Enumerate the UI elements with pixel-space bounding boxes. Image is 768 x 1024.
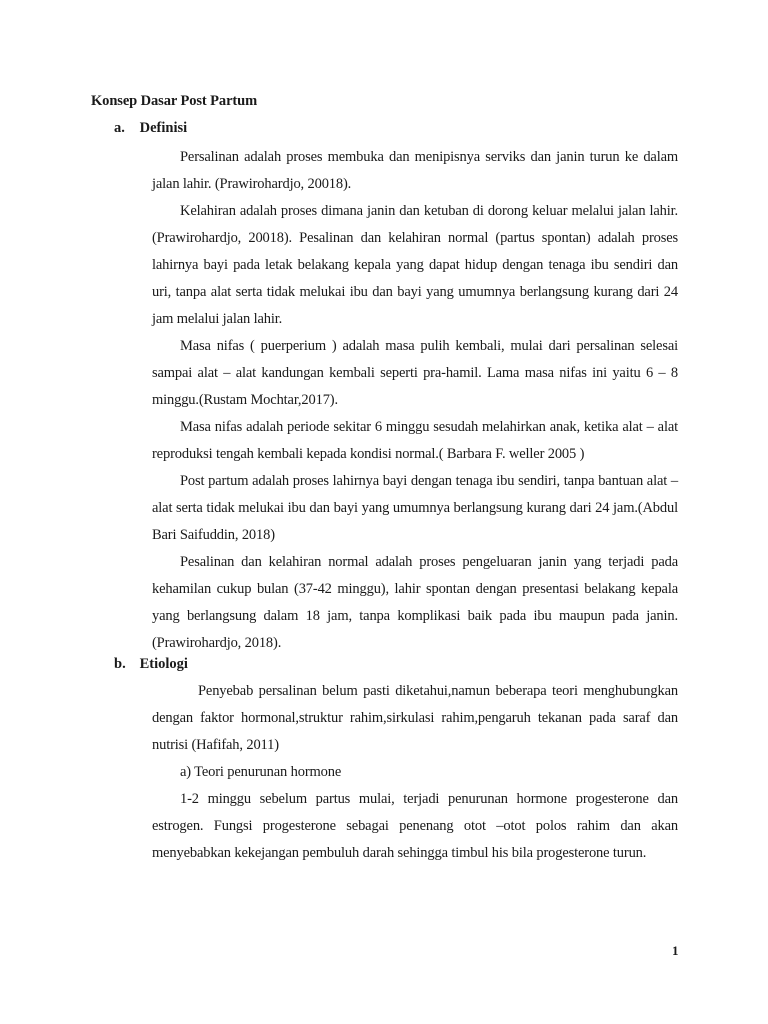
section-b-title: Etiologi [139,656,188,672]
section-b-body [152,678,678,867]
paragraph-persalinan: Persalinan adalah proses membuka dan menipisnya serviks dan janin turun ke dalam jalan lahir. (Prawirohardjo, 20018). [152,149,678,192]
section-a-title: Definisi [139,120,188,136]
section-a-heading [114,120,187,137]
paragraph-etiologi-intro: Penyebab persalinan belum pasti diketahui,namun beberapa teori menghubungkan dengan faktor hormonal,struktur rahim,sirkulasi rahim,pengaruh tekanan pada saraf dan nutrisi (Hafifah, 2011) [152,683,678,753]
paragraph-post-partum: Post partum adalah proses lahirnya bayi dengan tenaga ibu sendiri, tanpa bantuan alat – alat serta tidak melukai ibu dan bayi yang umumnya berlangsung kurang dari 24 jam.(Abdul Bari Saifuddin, 2018) [152,473,678,543]
paragraph-masa-nifas-2: Masa nifas adalah periode sekitar 6 minggu sesudah melahirkan anak, ketika alat – alat reproduksi tengah kembali kepada kondisi normal.( Barbara F. weller 2005 ) [152,419,678,462]
section-a-label: a. [114,120,125,136]
paragraph-kelahiran: Kelahiran adalah proses dimana janin dan ketuban di dorong keluar melalui jalan lahir. (Prawirohardjo, 20018). Pesalinan dan kelahiran normal (partus spontan) adalah proses lahirnya bayi pada letak belakang kepala yang dapat hidup dengan tenaga ibu sendiri dan uri, tanpa alat serta tidak melukai ibu dan bayi yang umumnya berlangsung kurang dari 24 jam melalui jalan lahir. [152,203,678,327]
document-title: Konsep Dasar Post Partum [91,93,258,109]
paragraph-pesalinan: Pesalinan dan kelahiran normal adalah proses pengeluaran janin yang terjadi pada kehamilan cukup bulan (37-42 minggu), lahir spontan dengan presentasi belakang kepala yang berlangsung dalam 18 jam, tanpa komplikasi baik pada ibu maupun pada janin. (Prawirohardjo, 2018). [152,554,678,651]
sub-item-teori: a) Teori penurunan hormone [180,764,342,780]
section-b-heading [114,656,188,673]
paragraph-teori-hormone: 1-2 minggu sebelum partus mulai, terjadi penurunan hormone progesterone dan estrogen. Fungsi progesterone sebagai penenang otot –otot polos rahim dan akan menyebabkan kekejangan pembuluh darah sehingga timbul his bila progesterone turun. [152,791,678,861]
section-a-body [152,144,678,657]
section-b-label: b. [114,656,126,672]
paragraph-masa-nifas-1: Masa nifas ( puerperium ) adalah masa pulih kembali, mulai dari persalinan selesai sampai alat – alat kandungan kembali seperti pra-hamil. Lama masa nifas ini yaitu 6 – 8 minggu.(Rustam Mochtar,2017). [152,338,678,408]
page-number: 1 [672,943,679,958]
